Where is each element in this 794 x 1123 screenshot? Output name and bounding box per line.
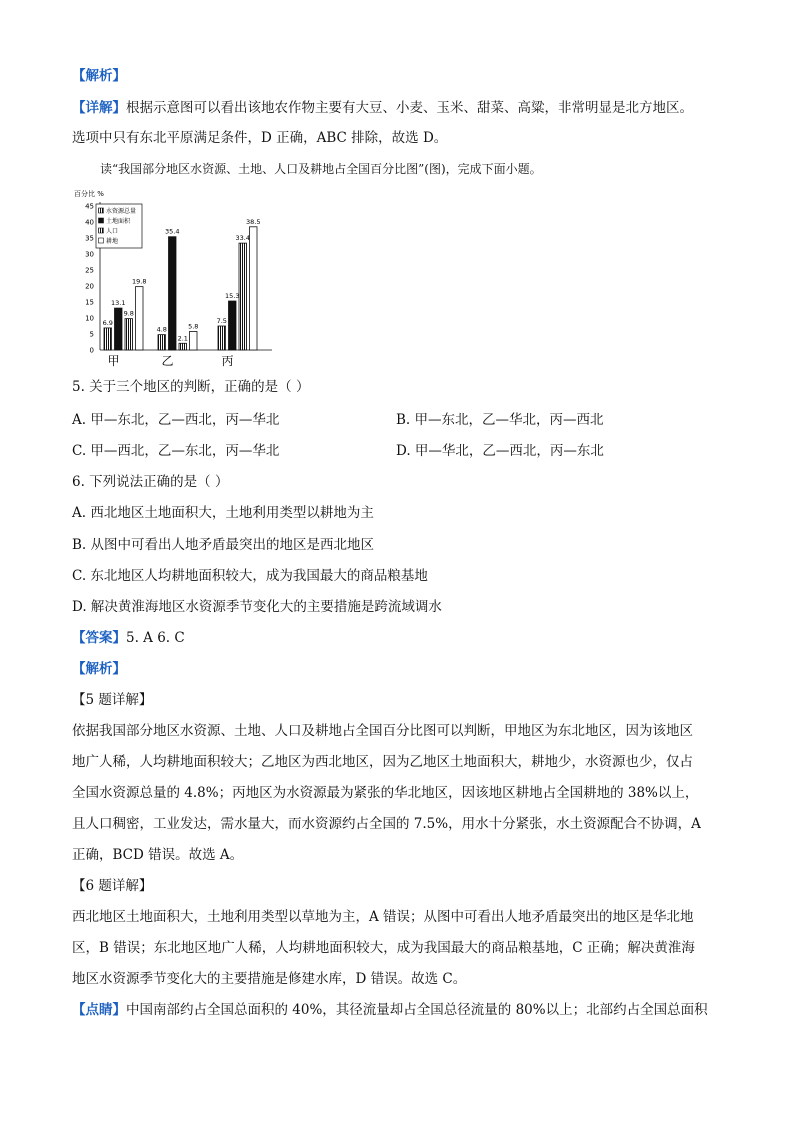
analysis-heading bbox=[72, 66, 126, 86]
analysis-heading-2 bbox=[72, 659, 126, 679]
y-tick-label: 45 bbox=[85, 202, 94, 211]
x-category-label: 乙 bbox=[161, 354, 174, 368]
x-category-label: 丙 bbox=[221, 354, 234, 368]
detail-tag: 【详解】 bbox=[72, 100, 126, 116]
y-tick-label: 25 bbox=[85, 266, 94, 275]
detail-line-1 bbox=[72, 98, 693, 118]
bar-耕地 bbox=[250, 227, 258, 350]
y-tick-label: 10 bbox=[85, 314, 94, 323]
point-text: 中国南部约占全国总面积的 40%，其径流量却占全国总径流量的 80%以上；北部约占全国总面积 bbox=[126, 1002, 708, 1018]
question-6-stem: 6. 下列说法正确的是（ ） bbox=[72, 474, 229, 490]
analysis-tag: 【解析】 bbox=[72, 68, 126, 84]
q5-detail-line: 地广人稀，人均耕地面积较大；乙地区为西北地区，因为乙地区土地面积大，耕地少，水资源也少，仅占 bbox=[72, 754, 693, 770]
y-axis-title: 百分比 % bbox=[74, 190, 104, 198]
data-label: 6.9 bbox=[102, 318, 113, 327]
bar-水资源总量 bbox=[158, 335, 166, 350]
data-label: 5.8 bbox=[188, 322, 199, 331]
legend-swatch bbox=[99, 228, 104, 233]
detail-text: 根据示意图可以看出该地农作物主要有大豆、小麦、玉米、甜菜、高粱，非常明显是北方地区。 bbox=[126, 100, 693, 116]
data-label: 35.4 bbox=[165, 227, 180, 236]
bar-水资源总量 bbox=[104, 328, 112, 350]
q5-detail-line: 且人口稠密，工业发达，需水量大，而水资源约占全国的 7.5%，用水十分紧张，水土资源配合不协调，A bbox=[72, 816, 701, 832]
data-label: 33.4 bbox=[235, 234, 250, 243]
bar-chart bbox=[72, 188, 282, 368]
answer-tag: 【答案】 bbox=[72, 630, 126, 646]
chart-legend bbox=[96, 204, 142, 248]
point-line bbox=[72, 1000, 708, 1020]
bar-人口 bbox=[239, 243, 247, 350]
bar-土地面积 bbox=[229, 301, 237, 350]
figure-caption: 读“我国部分地区水资源、土地、人口及耕地占全国百分比图”(图)，完成下面小题。 bbox=[100, 162, 542, 176]
data-label: 19.8 bbox=[132, 277, 147, 286]
q6-detail-line: 区，B 错误；东北地区地广人稀，人均耕地面积较大，成为我国最大的商品粮基地，C 正确；解决黄淮海 bbox=[72, 940, 695, 956]
q5-detail-line: 依据我国部分地区水资源、土地、人口及耕地占全国百分比图可以判断，甲地区为东北地区，因为该地区 bbox=[72, 723, 693, 739]
q6-option-d: D. 解决黄淮海地区水资源季节变化大的主要措施是跨流域调水 bbox=[72, 599, 442, 615]
answer-text: 5. A 6. C bbox=[126, 630, 185, 646]
q6-detail-line: 地区水资源季节变化大的主要措施是修建水库，D 错误。故选 C。 bbox=[72, 971, 467, 987]
q6-detail-line: 西北地区土地面积大，土地利用类型以草地为主，A 错误；从图中可看出人地矛盾最突出的地区是华北地 bbox=[72, 909, 694, 925]
legend-label: 耕地 bbox=[106, 238, 119, 245]
data-label: 9.8 bbox=[123, 309, 134, 318]
answer-line bbox=[72, 628, 185, 648]
bar-耕地 bbox=[190, 331, 198, 350]
q5-option-d: D. 甲—华北，乙—西北，丙—东北 bbox=[396, 443, 604, 459]
q6-option-a: A. 西北地区土地面积大，土地利用类型以耕地为主 bbox=[72, 505, 374, 521]
data-label: 38.5 bbox=[246, 217, 261, 226]
y-tick-label: 30 bbox=[85, 250, 94, 259]
y-tick-label: 40 bbox=[85, 218, 94, 227]
data-label: 4.8 bbox=[156, 325, 167, 334]
bar-水资源总量 bbox=[218, 326, 226, 350]
point-tag: 【点睛】 bbox=[72, 1002, 126, 1018]
q6-option-c: C. 东北地区人均耕地面积较大，成为我国最大的商品粮基地 bbox=[72, 568, 428, 584]
y-tick-label: 0 bbox=[89, 346, 94, 355]
data-label: 15.3 bbox=[225, 292, 240, 301]
legend-swatch bbox=[99, 208, 104, 213]
y-tick-label: 15 bbox=[85, 298, 94, 307]
bar-人口 bbox=[125, 319, 133, 350]
x-category-label: 甲 bbox=[107, 354, 120, 368]
data-label: 7.5 bbox=[216, 317, 227, 325]
legend-swatch bbox=[99, 218, 104, 223]
question-5-stem: 5. 关于三个地区的判断，正确的是（ ） bbox=[72, 379, 310, 395]
q6-option-b: B. 从图中可看出人地矛盾最突出的地区是西北地区 bbox=[72, 537, 375, 553]
y-tick-label: 5 bbox=[89, 330, 94, 339]
q6-detail-tag: 【6 题详解】 bbox=[72, 878, 153, 894]
legend-label: 土地面积 bbox=[106, 218, 131, 225]
x-axis bbox=[107, 354, 233, 368]
bar-耕地 bbox=[136, 287, 144, 350]
q5-option-a: A. 甲—东北，乙—西北，丙—华北 bbox=[72, 412, 280, 428]
detail-line-2: 选项中只有东北平原满足条件，D 正确，ABC 排除，故选 D。 bbox=[72, 130, 448, 146]
y-tick-label: 20 bbox=[85, 282, 94, 291]
analysis-tag-2: 【解析】 bbox=[72, 661, 126, 677]
y-tick-label: 35 bbox=[85, 234, 94, 243]
bar-土地面积 bbox=[169, 237, 177, 350]
data-label: 13.1 bbox=[111, 299, 126, 308]
q5-option-b: B. 甲—东北，乙—华北，丙—西北 bbox=[396, 412, 604, 428]
q5-detail-line: 全国水资源总量的 4.8%；丙地区为水资源最为紧张的华北地区，因该地区耕地占全国耕地的 38%以上， bbox=[72, 785, 699, 801]
bar-土地面积 bbox=[115, 308, 123, 350]
q5-detail-tag: 【5 题详解】 bbox=[72, 692, 153, 708]
legend-label: 水资源总量 bbox=[106, 208, 137, 215]
q5-detail-line: 正确，BCD 错误。故选 A。 bbox=[72, 847, 244, 863]
q5-option-c: C. 甲—西北，乙—东北，丙—华北 bbox=[72, 443, 280, 459]
bar-人口 bbox=[179, 343, 187, 350]
data-label: 2.1 bbox=[177, 334, 188, 343]
legend-label: 人口 bbox=[106, 228, 119, 235]
legend-swatch bbox=[99, 238, 104, 243]
